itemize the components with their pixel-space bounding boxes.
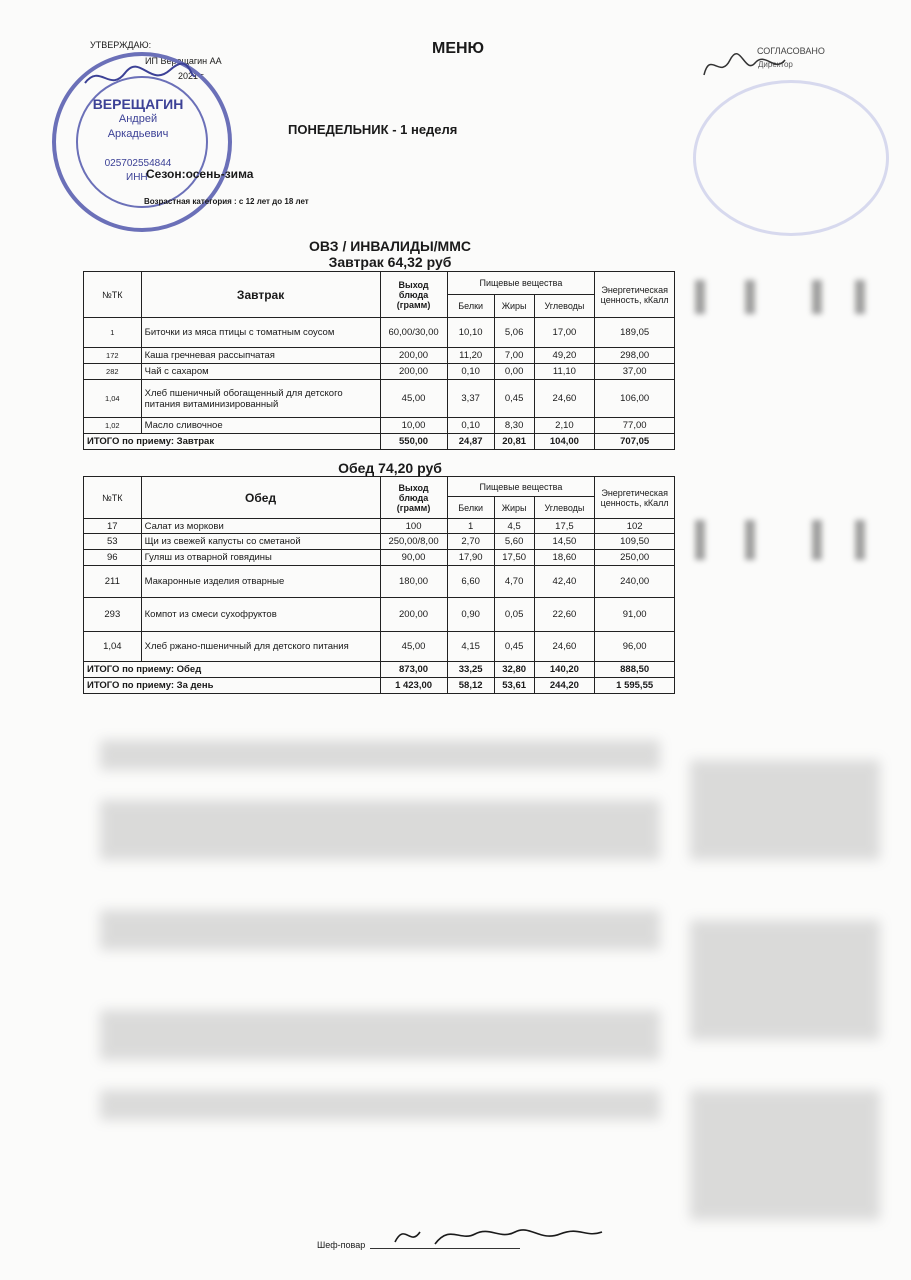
row-yield: 45,00 xyxy=(380,632,447,662)
bleed-through-band xyxy=(100,910,660,950)
row-carbs: 14,50 xyxy=(534,534,595,550)
row-energy: 77,00 xyxy=(595,418,675,434)
bleed-through-mark xyxy=(855,280,865,314)
approve-who: ИП Верещагин АА xyxy=(145,56,222,66)
table-row xyxy=(84,348,675,364)
row-protein: 4,15 xyxy=(447,632,494,662)
row-carbs: 24,60 xyxy=(534,380,595,418)
row-protein: 0,10 xyxy=(447,364,494,380)
row-name: Компот из смеси сухофруктов xyxy=(141,598,380,632)
row-name: Чай с сахаром xyxy=(141,364,380,380)
row-name: Макаронные изделия отварные xyxy=(141,566,380,598)
row-protein: 17,90 xyxy=(447,550,494,566)
row-protein: 6,60 xyxy=(447,566,494,598)
row-no: 1 xyxy=(84,318,142,348)
row-fat: 5,06 xyxy=(494,318,534,348)
row-energy: 250,00 xyxy=(595,550,675,566)
row-energy: 240,00 xyxy=(595,566,675,598)
col-carbs: Углеводы xyxy=(534,295,595,318)
row-fat: 7,00 xyxy=(494,348,534,364)
row-carbs: 42,40 xyxy=(534,566,595,598)
row-fat: 4,5 xyxy=(494,519,534,534)
total-label: ИТОГО по приему: Обед xyxy=(84,662,381,678)
table-row xyxy=(84,519,675,534)
approver-signature xyxy=(80,58,200,98)
row-yield: 200,00 xyxy=(380,348,447,364)
row-carbs: 2,10 xyxy=(534,418,595,434)
row-yield: 250,00/8,00 xyxy=(380,534,447,550)
day-total-label: ИТОГО по приему: За день xyxy=(84,678,381,694)
total-yield: 873,00 xyxy=(380,662,447,678)
total-protein: 24,87 xyxy=(447,434,494,450)
row-carbs: 22,60 xyxy=(534,598,595,632)
table-row xyxy=(84,318,675,348)
row-carbs: 49,20 xyxy=(534,348,595,364)
row-yield: 10,00 xyxy=(380,418,447,434)
bleed-through-band xyxy=(100,800,660,860)
total-fat: 20,81 xyxy=(494,434,534,450)
table-row xyxy=(84,364,675,380)
total-energy: 707,05 xyxy=(595,434,675,450)
table-row xyxy=(84,632,675,662)
total-label: ИТОГО по приему: Завтрак xyxy=(84,434,381,450)
row-yield: 200,00 xyxy=(380,364,447,380)
day-total-energy: 1 595,55 xyxy=(595,678,675,694)
stamp-inn-label: ИНН xyxy=(126,172,148,183)
agreed-label: СОГЛАСОВАНО xyxy=(757,46,825,56)
col-yield: Выход блюда (грамм) xyxy=(380,477,447,519)
row-no: 17 xyxy=(84,519,142,534)
row-name: Хлеб пшеничный обогащенный для детского питания витаминизированный xyxy=(141,380,380,418)
row-yield: 45,00 xyxy=(380,380,447,418)
table-row xyxy=(84,418,675,434)
bleed-through-mark xyxy=(695,280,705,314)
total-fat: 32,80 xyxy=(494,662,534,678)
row-fat: 0,00 xyxy=(494,364,534,380)
row-no: 293 xyxy=(84,598,142,632)
row-protein: 3,37 xyxy=(447,380,494,418)
table-row xyxy=(84,550,675,566)
row-no: 1,04 xyxy=(84,380,142,418)
stamp-name2: Андрей xyxy=(118,113,158,125)
bleed-through-band xyxy=(100,740,660,770)
row-energy: 109,50 xyxy=(595,534,675,550)
row-protein: 10,10 xyxy=(447,318,494,348)
row-carbs: 17,00 xyxy=(534,318,595,348)
col-fat: Жиры xyxy=(494,497,534,519)
row-no: 282 xyxy=(84,364,142,380)
col-protein: Белки xyxy=(447,497,494,519)
page-title: МЕНЮ xyxy=(432,40,485,57)
table-row xyxy=(84,566,675,598)
row-energy: 298,00 xyxy=(595,348,675,364)
bleed-through-band xyxy=(100,1010,660,1060)
table-row xyxy=(84,534,675,550)
row-energy: 106,00 xyxy=(595,380,675,418)
row-no: 96 xyxy=(84,550,142,566)
bleed-through-mark xyxy=(812,280,822,314)
section-title: Обед xyxy=(141,477,380,519)
row-name: Хлеб ржано-пшеничный для детского питания xyxy=(141,632,380,662)
approve-year: 2021 г. xyxy=(178,71,206,81)
approve-label: УТВЕРЖДАЮ: xyxy=(90,40,152,50)
row-fat: 0,45 xyxy=(494,632,534,662)
row-yield: 200,00 xyxy=(380,598,447,632)
total-row xyxy=(84,434,675,450)
row-energy: 37,00 xyxy=(595,364,675,380)
col-energy: Энергетическая ценность, кКалл xyxy=(595,272,675,318)
total-energy: 888,50 xyxy=(595,662,675,678)
row-no: 1,04 xyxy=(84,632,142,662)
director-signature xyxy=(700,45,790,85)
row-carbs: 18,60 xyxy=(534,550,595,566)
row-name: Каша гречневая рассыпчатая xyxy=(141,348,380,364)
row-name: Биточки из мяса птицы с томатным соусом xyxy=(141,318,380,348)
age-category: Возрастная категория : с 12 лет до 18 лет xyxy=(144,197,309,206)
day-total-fat: 53,61 xyxy=(494,678,534,694)
table-row xyxy=(84,380,675,418)
row-yield: 60,00/30,00 xyxy=(380,318,447,348)
stamp-name1: ВЕРЕЩАГИН xyxy=(92,96,184,112)
col-nutrients: Пищевые вещества xyxy=(447,272,595,295)
row-name: Гуляш из отварной говядины xyxy=(141,550,380,566)
row-no: 211 xyxy=(84,566,142,598)
total-carbs: 140,20 xyxy=(534,662,595,678)
day-total-row xyxy=(84,678,675,694)
row-protein: 0,90 xyxy=(447,598,494,632)
row-yield: 180,00 xyxy=(380,566,447,598)
row-protein: 2,70 xyxy=(447,534,494,550)
bleed-through-mark xyxy=(855,520,865,560)
row-carbs: 11,10 xyxy=(534,364,595,380)
breakfast-heading: Завтрак 64,32 руб xyxy=(328,254,452,270)
row-carbs: 17,5 xyxy=(534,519,595,534)
season-label: Сезон:осень-зима xyxy=(146,167,254,181)
row-energy: 96,00 xyxy=(595,632,675,662)
row-carbs: 24,60 xyxy=(534,632,595,662)
total-carbs: 104,00 xyxy=(534,434,595,450)
stamp-name3: Аркадьевич xyxy=(107,128,169,140)
row-yield: 90,00 xyxy=(380,550,447,566)
bleed-through-band xyxy=(690,1090,880,1220)
row-no: 1,02 xyxy=(84,418,142,434)
col-no: №ТК xyxy=(84,272,142,318)
total-row xyxy=(84,662,675,678)
row-energy: 91,00 xyxy=(595,598,675,632)
total-yield: 550,00 xyxy=(380,434,447,450)
breakfast-table xyxy=(83,271,675,450)
row-fat: 0,05 xyxy=(494,598,534,632)
col-nutrients: Пищевые вещества xyxy=(447,477,595,497)
row-name: Масло сливочное xyxy=(141,418,380,434)
bleed-through-band xyxy=(690,760,880,860)
row-fat: 0,45 xyxy=(494,380,534,418)
row-name: Щи из свежей капусты со сметаной xyxy=(141,534,380,550)
total-protein: 33,25 xyxy=(447,662,494,678)
row-fat: 17,50 xyxy=(494,550,534,566)
row-protein: 11,20 xyxy=(447,348,494,364)
row-fat: 8,30 xyxy=(494,418,534,434)
col-carbs: Углеводы xyxy=(534,497,595,519)
row-energy: 189,05 xyxy=(595,318,675,348)
stamp-inn-number: 025702554844 xyxy=(104,158,172,169)
col-no: №ТК xyxy=(84,477,142,519)
lunch-table xyxy=(83,476,675,694)
row-protein: 0,10 xyxy=(447,418,494,434)
day-total-carbs: 244,20 xyxy=(534,678,595,694)
bleed-through-band xyxy=(690,920,880,1040)
bleed-through-mark xyxy=(695,520,705,560)
row-no: 172 xyxy=(84,348,142,364)
row-protein: 1 xyxy=(447,519,494,534)
lunch-heading: Обед 74,20 руб xyxy=(338,460,442,476)
chef-signature xyxy=(390,1212,610,1252)
faded-stamp xyxy=(693,80,889,236)
col-fat: Жиры xyxy=(494,295,534,318)
day-total-protein: 58,12 xyxy=(447,678,494,694)
day-title: ПОНЕДЕЛЬНИК - 1 неделя xyxy=(288,122,458,137)
col-energy: Энергетическая ценность, кКалл xyxy=(595,477,675,519)
row-energy: 102 xyxy=(595,519,675,534)
bleed-through-band xyxy=(100,1090,660,1120)
row-yield: 100 xyxy=(380,519,447,534)
col-yield: Выход блюда (грамм) xyxy=(380,272,447,318)
row-name: Салат из моркови xyxy=(141,519,380,534)
chef-label: Шеф-повар xyxy=(317,1240,366,1250)
table-row xyxy=(84,598,675,632)
bleed-through-mark xyxy=(745,280,755,314)
agreed-role: Директор xyxy=(758,60,793,69)
section-title: Завтрак xyxy=(141,272,380,318)
row-fat: 5,60 xyxy=(494,534,534,550)
bleed-through-mark xyxy=(745,520,755,560)
col-protein: Белки xyxy=(447,295,494,318)
row-fat: 4,70 xyxy=(494,566,534,598)
bleed-through-mark xyxy=(812,520,822,560)
group-title: ОВЗ / ИНВАЛИДЫ/ММС xyxy=(308,238,471,254)
day-total-yield: 1 423,00 xyxy=(380,678,447,694)
row-no: 53 xyxy=(84,534,142,550)
